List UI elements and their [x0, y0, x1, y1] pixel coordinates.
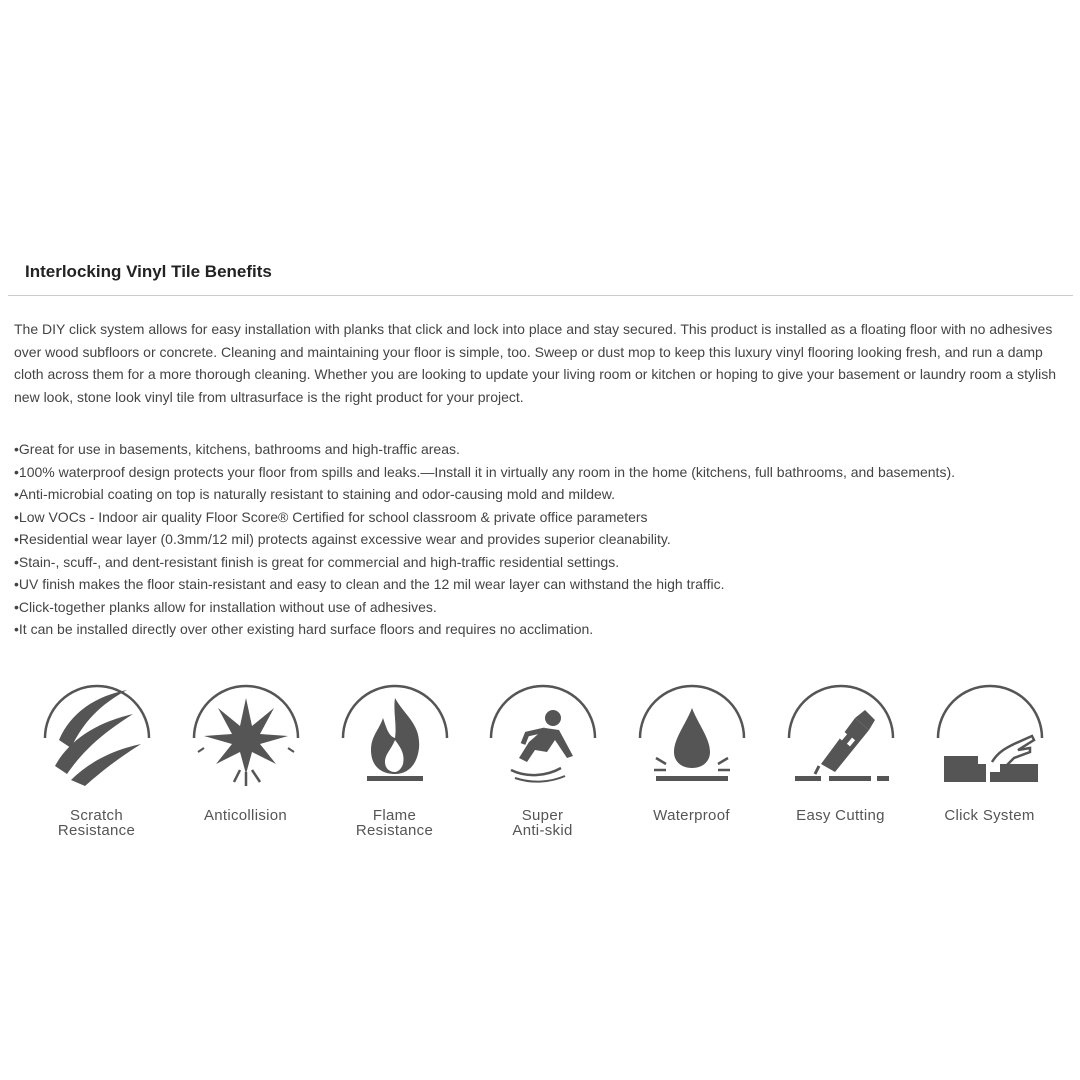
- list-item: •Click-together planks allow for installation without use of adhesives.: [14, 598, 437, 615]
- scratch-icon: [41, 678, 153, 790]
- feature-label: Anticollision: [203, 807, 288, 824]
- feature-click-system: [915, 678, 1064, 823]
- feature-label: Easy Cutting: [796, 807, 885, 824]
- water-drop-icon: [636, 678, 748, 790]
- list-item: •It can be installed directly over other existing hard surface floors and requires no acclimation.: [14, 621, 594, 637]
- list-item: •100% waterproof design protects your floor from spills and leaks.—Install it in virtually any room in the home (kitchens, full bathrooms, and basements).: [14, 463, 956, 480]
- feature-super-anti-skid: [468, 678, 617, 838]
- list-item: •UV finish makes the floor stain-resistant and easy to clean and the 12 mil wear layer can withstand the high traffic.: [14, 576, 725, 592]
- section-divider: [8, 295, 1073, 296]
- feature-scratch-resistance: [22, 678, 171, 838]
- list-item: •Anti-microbial coating on top is naturally resistant to staining and odor-causing mold and mildew.: [14, 486, 615, 502]
- list-item: •Stain-, scuff-, and dent-resistant finish is great for commercial and high-traffic residential settings.: [14, 553, 620, 570]
- intro-paragraph: The DIY click system allows for easy installation with planks that click and lock into place and stay secured. This product is installed as a floating floor with no adhesives over wood subfloors or concrete. Cleaning and maintaining your floor is simple, too. Sweep or dust mop to keep this luxury vinyl flooring looking fresh, and run a damp cloth across them for a more thorough cleaning. Whether you are looking to update your living room or kitchen or hoping to give your basement or laundry room a stylish new look, stone look vinyl tile from ultrasurface is the right product for your project.: [14, 321, 1056, 405]
- list-item: •Great for use in basements, kitchens, bathrooms and high-traffic areas.: [14, 441, 460, 457]
- utility-knife-icon: [785, 678, 897, 790]
- flame-icon: [339, 678, 451, 790]
- feature-label: Super Anti-skid: [512, 807, 573, 839]
- feature-flame-resistance: [320, 678, 469, 838]
- hand-plank-icon: [934, 678, 1046, 790]
- feature-easy-cutting: [766, 678, 915, 823]
- feature-label: Flame Resistance: [355, 807, 434, 839]
- feature-waterproof: [617, 678, 766, 823]
- feature-label: Waterproof: [653, 807, 730, 824]
- feature-anticollision: [171, 678, 320, 823]
- list-item: •Residential wear layer (0.3mm/12 mil) protects against excessive wear and provides superior cleanability.: [14, 531, 671, 547]
- section-title: Interlocking Vinyl Tile Benefits: [25, 262, 272, 281]
- feature-label: Click System: [944, 807, 1035, 824]
- slipping-person-icon: [487, 678, 599, 790]
- benefits-list: [14, 438, 1074, 641]
- feature-label: Scratch Resistance: [57, 807, 136, 839]
- list-item: •Low VOCs - Indoor air quality Floor Score® Certified for school classroom & private office parameters: [14, 508, 648, 525]
- impact-icon: [190, 678, 302, 790]
